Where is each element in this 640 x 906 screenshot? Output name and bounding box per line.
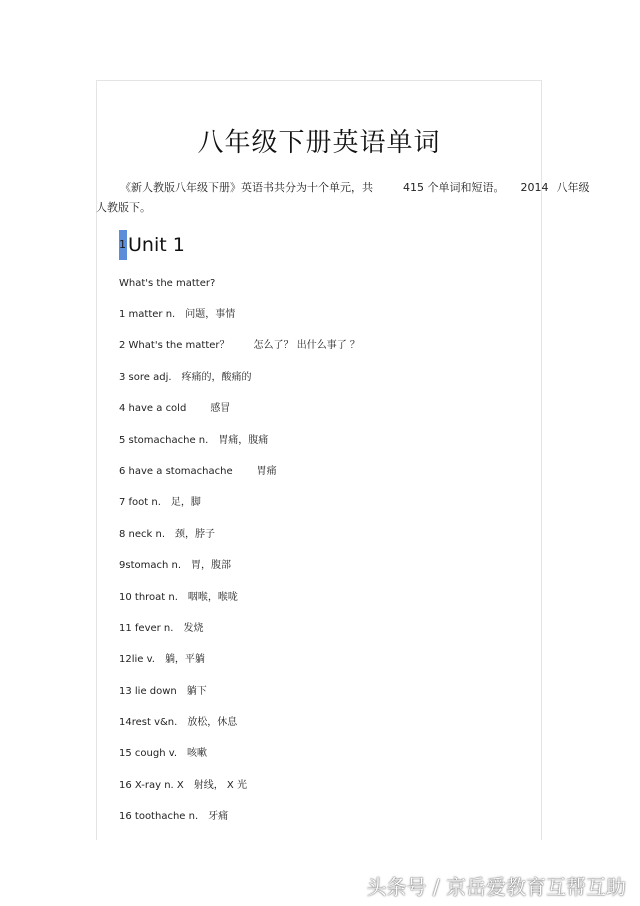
vocab-term: 4 have a cold xyxy=(119,403,187,415)
vocab-item xyxy=(119,808,519,839)
vocab-item xyxy=(119,432,519,463)
vocab-term: 11 fever n. xyxy=(119,622,174,634)
vocab-meaning: 胃痛 xyxy=(256,465,277,477)
vocab-item xyxy=(119,400,519,431)
unit-heading xyxy=(119,230,185,260)
vocab-meaning: 放松，休息 xyxy=(187,717,238,729)
vocab-term: 16 X-ray n. X xyxy=(119,779,184,791)
vocab-meaning: 疼痛的，酸痛的 xyxy=(181,371,252,383)
document-title: 八年级下册英语单词 xyxy=(197,128,441,158)
intro-paragraph xyxy=(96,178,590,218)
vocab-term: 12lie v. xyxy=(119,654,155,666)
vocab-term: 2 What's the matter？ xyxy=(119,340,230,352)
vocab-term: 5 stomachache n. xyxy=(119,434,209,446)
vocab-term: 6 have a stomachache xyxy=(119,465,233,477)
vocab-item xyxy=(119,306,519,337)
vocab-term: 3 sore adj. xyxy=(119,371,172,383)
vocab-item xyxy=(119,620,519,651)
vocab-meaning: 射线， X 光 xyxy=(193,779,247,791)
vocab-item xyxy=(119,651,519,682)
vocab-item xyxy=(119,683,519,714)
vocab-item xyxy=(119,526,519,557)
unit-number-highlight: 1 xyxy=(119,230,127,260)
vocab-term: 10 throat n. xyxy=(119,591,178,603)
intro-text-line2: 人教版下。 xyxy=(96,201,151,214)
vocab-term: 15 cough v. xyxy=(119,748,178,760)
vocab-term: 1 matter n. xyxy=(119,309,176,320)
intro-text-c: 个单词和短语。 xyxy=(427,181,505,194)
vocab-term: 7 foot n. xyxy=(119,497,161,509)
vocab-item xyxy=(119,369,519,400)
vocab-item xyxy=(119,463,519,494)
vocab-term: 13 lie down xyxy=(119,685,177,697)
vocab-meaning: 躺，平躺 xyxy=(164,654,205,666)
vocab-term: 14rest v&n. xyxy=(119,717,178,729)
vocab-item xyxy=(119,777,519,808)
vocab-item xyxy=(119,494,519,525)
vocab-term: 8 neck n. xyxy=(119,528,166,540)
vocab-meaning: 发烧 xyxy=(183,622,204,634)
vocab-meaning: 胃，腹部 xyxy=(191,560,232,572)
unit-title: Unit 1 xyxy=(128,234,185,256)
vocab-meaning: 问题，事情 xyxy=(185,309,236,320)
unit-subtitle: What's the matter? xyxy=(119,278,216,289)
intro-text-e: 八年级 xyxy=(556,181,590,194)
vocab-list xyxy=(119,306,519,840)
vocab-item xyxy=(119,714,519,745)
vocab-meaning: 足，脚 xyxy=(170,497,201,509)
intro-word-count: 415 xyxy=(403,181,424,194)
vocab-item xyxy=(119,589,519,620)
vocab-meaning: 颈，脖子 xyxy=(175,528,216,540)
vocab-meaning: 咳嗽 xyxy=(187,748,208,760)
vocab-item xyxy=(119,745,519,776)
vocab-meaning: 牙痛 xyxy=(208,811,229,823)
vocab-meaning: 胃痛，腹痛 xyxy=(218,434,269,446)
intro-text-a: 《新人教版八年级下册》英语书共分为十个单元，共 xyxy=(120,181,373,194)
vocab-meaning: 躺下 xyxy=(186,685,207,697)
vocab-item xyxy=(119,337,519,368)
vocab-term: 16 toothache n. xyxy=(119,811,199,823)
vocab-term: 9stomach n. xyxy=(119,560,182,572)
watermark: 头条号 / 京岳爱教育互帮互助 xyxy=(366,875,626,899)
vocab-meaning: 怎么了？ 出什么事了 ？ xyxy=(253,340,360,352)
vocab-meaning: 咽喉，喉咙 xyxy=(187,591,238,603)
vocab-item xyxy=(119,557,519,588)
intro-year: 2014 xyxy=(520,181,549,194)
vocab-meaning: 感冒 xyxy=(210,403,231,415)
